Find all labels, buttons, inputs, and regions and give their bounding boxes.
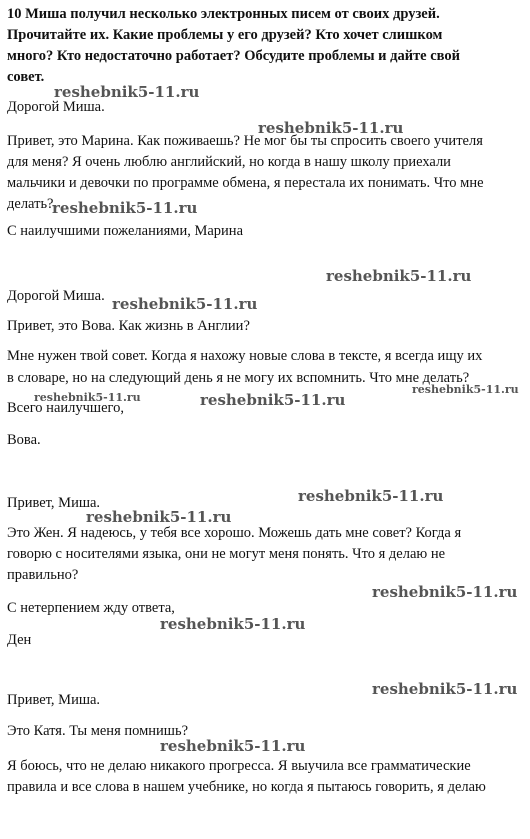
watermark: reshebnik5-11.ru [298, 487, 444, 505]
letter-body-line: делать? [7, 196, 54, 212]
letter-intro: Это Катя. Ты меня помнишь? [7, 723, 189, 739]
letter-body-line: правильно? [7, 567, 79, 583]
watermark: reshebnik5-11.ru [112, 295, 258, 313]
watermark: reshebnik5-11.ru [258, 119, 404, 137]
letter-closing: Всего наилучшего, [7, 400, 124, 416]
watermark: reshebnik5-11.ru [34, 391, 141, 404]
letter-greeting: Привет, Миша. [7, 692, 101, 708]
watermark: reshebnik5-11.ru [372, 583, 518, 601]
letter-closing: С наилучшими пожеланиями, Марина [7, 223, 244, 239]
watermark: reshebnik5-11.ru [160, 615, 306, 633]
letter-signature: Ден [7, 632, 32, 648]
letter-body-line: Это Жен. Я надеюсь, у тебя все хорошо. Можешь дать мне совет? Когда я [7, 525, 462, 541]
letter-greeting: Привет, Миша. [7, 495, 101, 511]
letter-body-line: Я боюсь, что не делаю никакого прогресса. Я выучила все грамматические [7, 758, 471, 774]
letter-body-line: Мне нужен твой совет. Когда я нахожу новые слова в тексте, я всегда ищу их [7, 348, 483, 364]
letter-body-line: Привет, это Марина. Как поживаешь? Не мог бы ты спросить своего учителя [7, 133, 483, 149]
letter-signature: Вова. [7, 432, 41, 448]
letter-body-line: говорю с носителями языка, они не могут меня понять. Что я делаю не [7, 546, 446, 562]
letter-body-line: мальчики и девочки по программе обмена, я перестала их понимать. Что мне [7, 175, 484, 191]
watermark: reshebnik5-11.ru [160, 737, 306, 755]
task-heading-line: 10 Миша получил несколько электронных писем от своих друзей. [7, 6, 440, 22]
task-heading-line: много? Кто недостаточно работает? Обсудите проблемы и дайте свой [7, 48, 461, 64]
letter-body-line: в словаре, но на следующий день я не могу их вспомнить. Что мне делать? [7, 370, 470, 386]
letter-closing: С нетерпением жду ответа, [7, 600, 175, 616]
letter-greeting: Дорогой Миша. [7, 99, 105, 115]
watermark: reshebnik5-11.ru [52, 199, 198, 217]
watermark: reshebnik5-11.ru [200, 391, 346, 409]
task-heading-line: совет. [7, 69, 45, 85]
letter-intro: Привет, это Вова. Как жизнь в Англии? [7, 318, 250, 334]
watermark: reshebnik5-11.ru [86, 508, 232, 526]
letter-greeting: Дорогой Миша. [7, 288, 105, 304]
watermark: reshebnik5-11.ru [326, 267, 472, 285]
letter-body-line: правила и все слова в нашем учебнике, но когда я пытаюсь говорить, я делаю [7, 779, 486, 795]
watermark: reshebnik5-11.ru [412, 383, 519, 396]
watermark: reshebnik5-11.ru [54, 83, 200, 101]
letter-body-line: для меня? Я очень люблю английский, но когда в нашу школу приехали [7, 154, 451, 170]
watermark: reshebnik5-11.ru [372, 680, 518, 698]
task-heading-line: Прочитайте их. Какие проблемы у его друзей? Кто хочет слишком [7, 27, 443, 43]
